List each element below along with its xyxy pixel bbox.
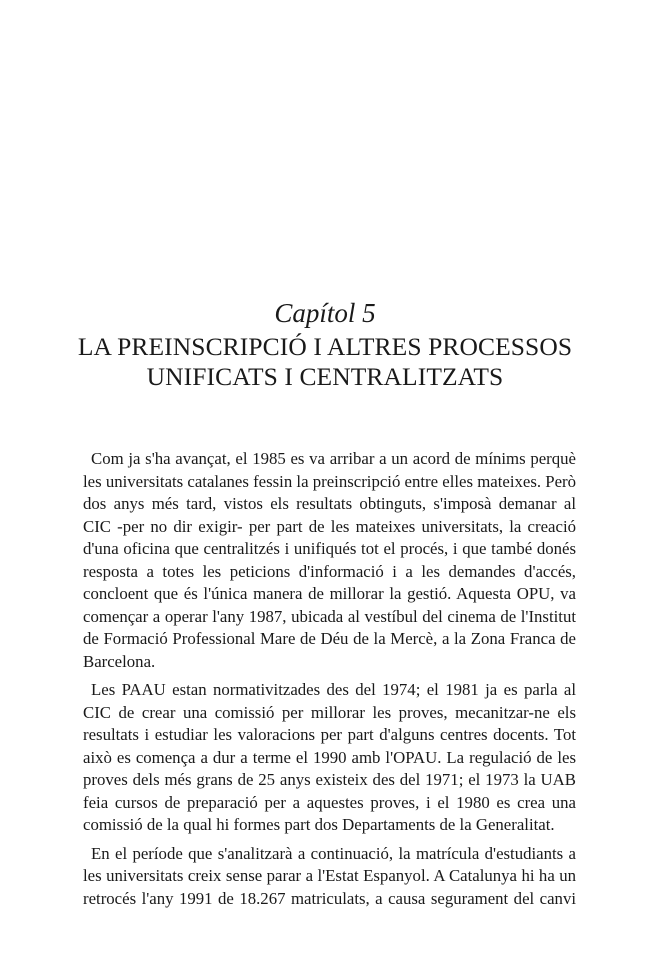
- paragraph: Les PAAU estan normativitzades des del 1974; el 1981 ja es parla al CIC de crear una comissió per millorar les proves, mecanitzar-ne els resultats i estudiar les valoracions per part d'alguns centres docents. Tot això es comença a dur a terme el 1990 amb l'OPAU. La regulació de les proves dels més grans de 25 anys existeix des del 1971; el 1973 la UAB feia cursos de preparació per a aquestes proves, i el 1980 es crea una comissió de la qual hi formes part dos Departaments de la Generalitat.: [83, 680, 576, 834]
- paragraph: Com ja s'ha avançat, el 1985 es va arribar a un acord de mínims perquè les universitats catalanes fessin la preinscripció entre elles mateixes. Però dos anys més tard, vistos els resultats obtinguts, s'imposà demanar al CIC -per no dir exigir- per part de les mateixes universitats, la creació d'una oficina que centralitzés i unifiqués tot el procés, i que també donés resposta a totes les peticions d'informació i a les demandes d'accés, concloent que és l'única manera de millorar la gestió. Aquesta OPU, va començar a operar l'any 1987, ubicada al vestíbul del cinema de l'Institut de Formació Professional Mare de Déu de la Mercè, a la Zona Franca de Barcelona.: [83, 449, 577, 671]
- chapter-title: [60, 332, 590, 392]
- paragraph: En el període que s'analitzarà a continuació, la matrícula d'estudiants a les universitats creix sense parar a l'Estat Espanyol. A Catalunya hi ha un retrocés l'any 1991 de 18.267 matriculats, a causa segurament del canvi: [83, 843, 576, 908]
- chapter-title-line-1: LA PREINSCRIPCIÓ I ALTRES PROCESSOS: [77, 332, 573, 361]
- chapter-heading: [60, 296, 590, 392]
- chapter-title-line-2: UNIFICATS I CENTRALITZATS: [146, 362, 504, 391]
- chapter-label: Capítol 5: [274, 298, 376, 328]
- chapter-body: [83, 448, 576, 916]
